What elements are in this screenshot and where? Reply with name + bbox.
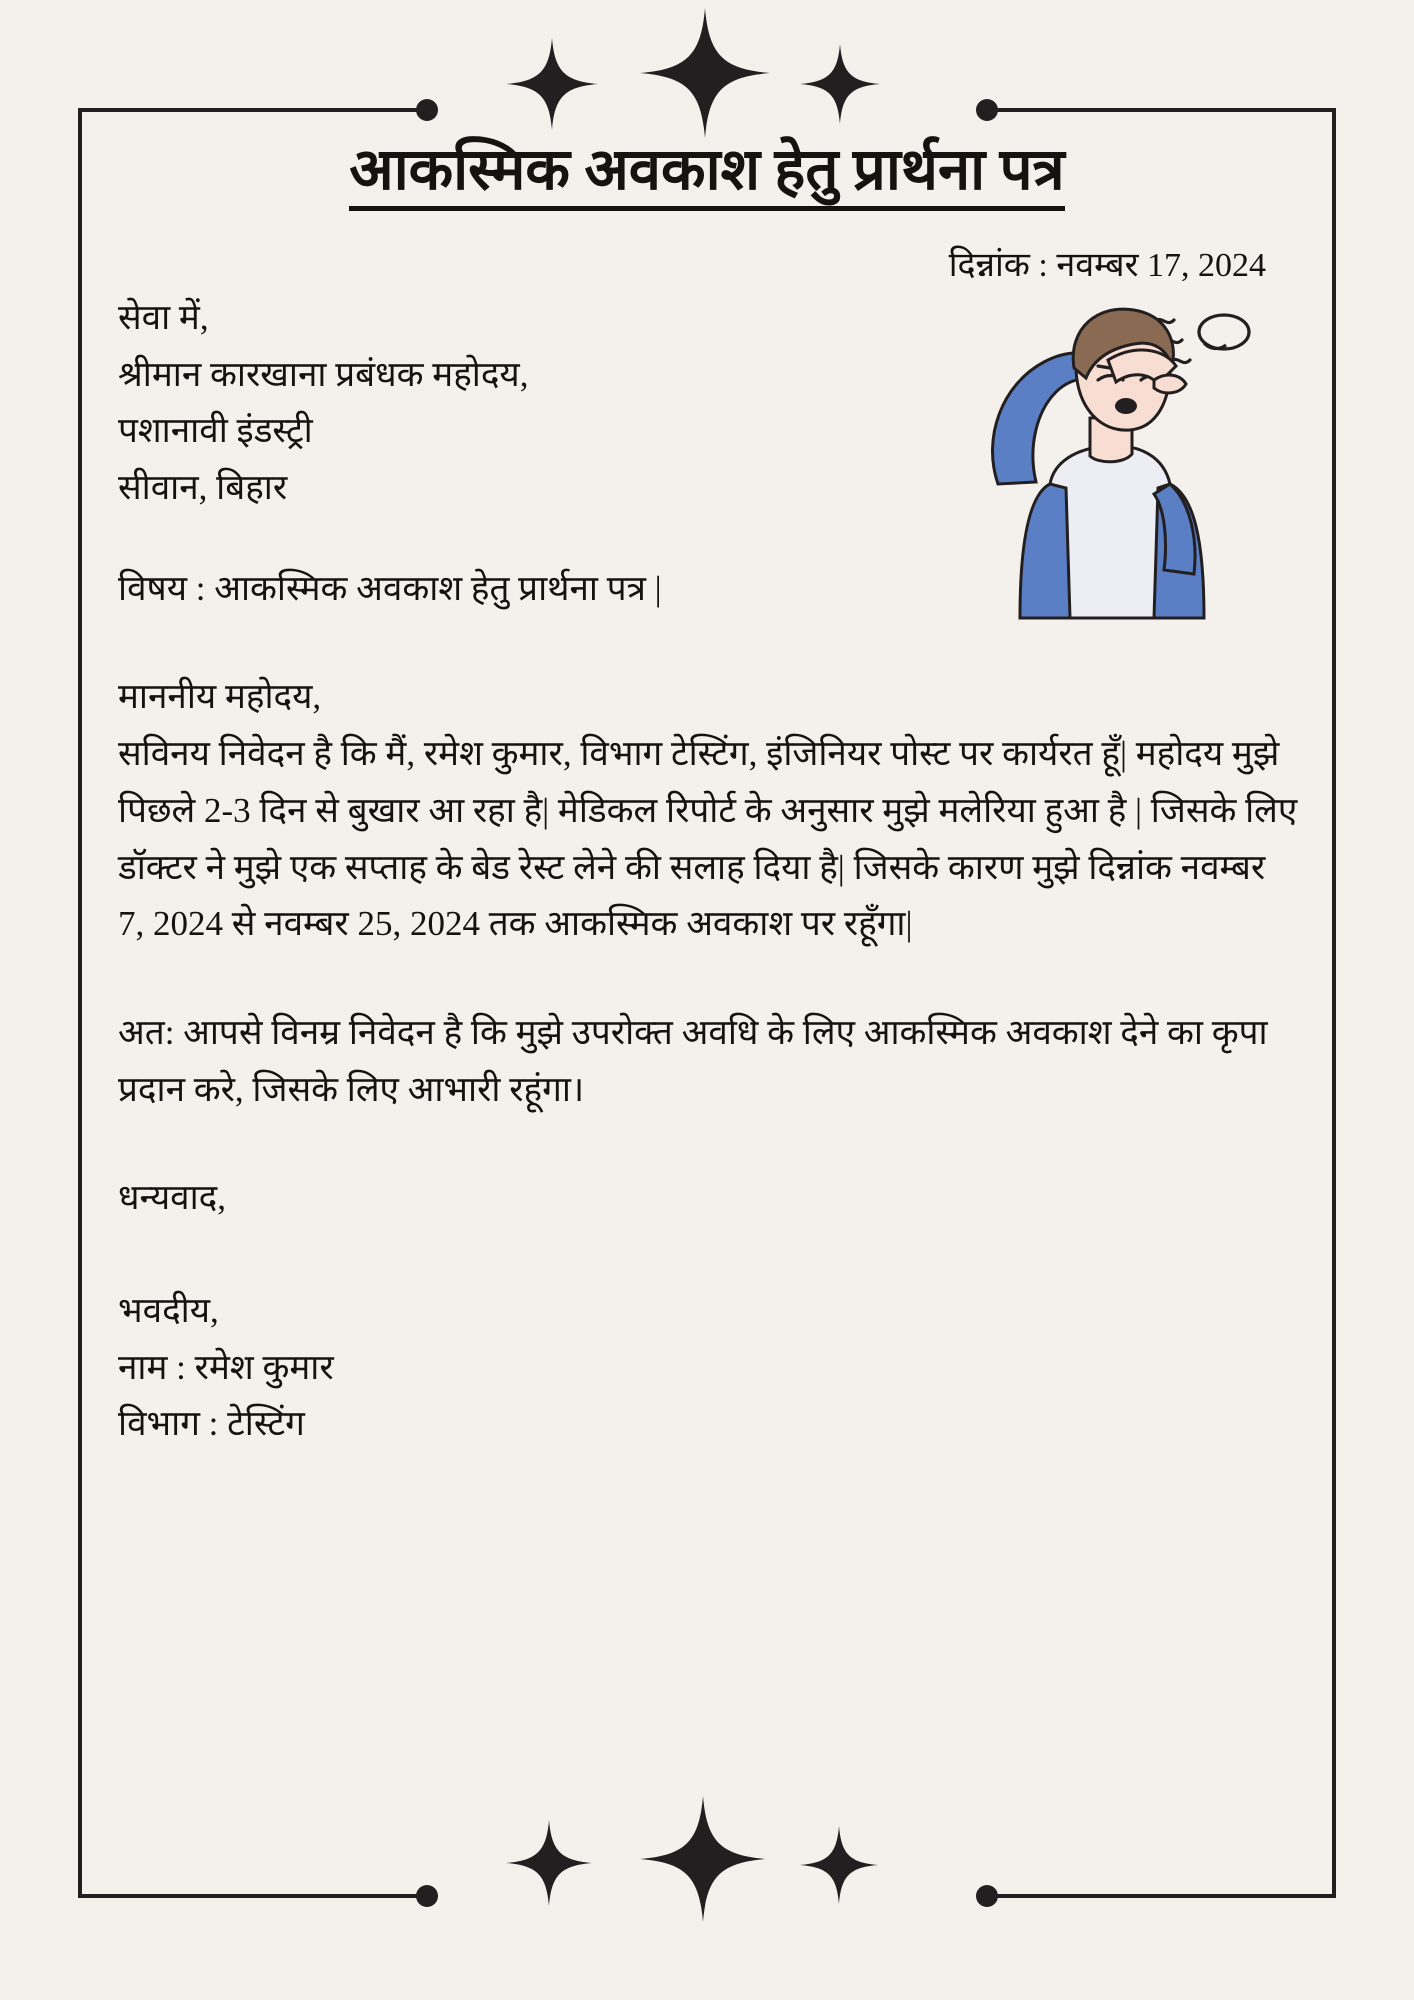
- spacer: [118, 953, 1298, 1005]
- salutation: माननीय महोदय,: [118, 677, 322, 717]
- thanks-line: धन्यवाद,: [118, 1178, 227, 1218]
- closing-line: भवदीय,: [118, 1290, 219, 1330]
- spacer: [118, 617, 1298, 669]
- to-label: सेवा में,: [118, 298, 209, 337]
- request-paragraph: अत: आपसे विनम्र निवेदन है कि मुझे उपरोक्त अवधि के लिए आकस्मिक अवकाश देने का कृपा प्रदान करे, जिसके लिए आभारी रहूंगा।: [118, 1012, 1268, 1109]
- subject-line: विषय : आकस्मिक अवकाश हेतु प्रार्थना पत्र |: [118, 568, 662, 608]
- letter-body: [118, 290, 1298, 1453]
- date-line: दिन्नांक : नवम्बर 17, 2024: [948, 247, 1266, 284]
- page-title-text: आकस्मिक अवकाश हेतु प्रार्थना पत्र: [349, 138, 1064, 211]
- company-name: पशानावी इंडस्ट्री: [118, 411, 313, 451]
- page-title: [78, 138, 1336, 211]
- addressee: श्रीमान कारखाना प्रबंधक महोदय,: [118, 354, 529, 394]
- spacer: [118, 517, 1298, 561]
- spacer: [118, 1227, 1298, 1283]
- letter-content: [78, 108, 1336, 1898]
- spacer: [118, 1118, 1298, 1170]
- sender-name: नाम : रमेश कुमार: [118, 1347, 334, 1387]
- body-paragraph: सविनय निवेदन है कि मैं, रमेश कुमार, विभाग टेस्टिंग, इंजिनियर पोस्ट पर कार्यरत हूँ| महोदय मुझे पिछले 2-3 दिन से बुखार आ रहा है| मेडिकल रिपोर्ट के अनुसार मुझे मलेरिया हुआ है | जिसके लिए डॉक्टर ने मुझे एक सप्ताह के बेड रेस्ट लेने की सलाह दिया है| जिसके कारण मुझे दिन्नांक नवम्बर 7, 2024 से नवम्बर 25, 2024 तक आकस्मिक अवकाश पर रहूँगा|: [118, 734, 1298, 944]
- sender-department: विभाग : टेस्टिंग: [118, 1404, 305, 1444]
- city-state: सीवान, बिहार: [118, 468, 288, 508]
